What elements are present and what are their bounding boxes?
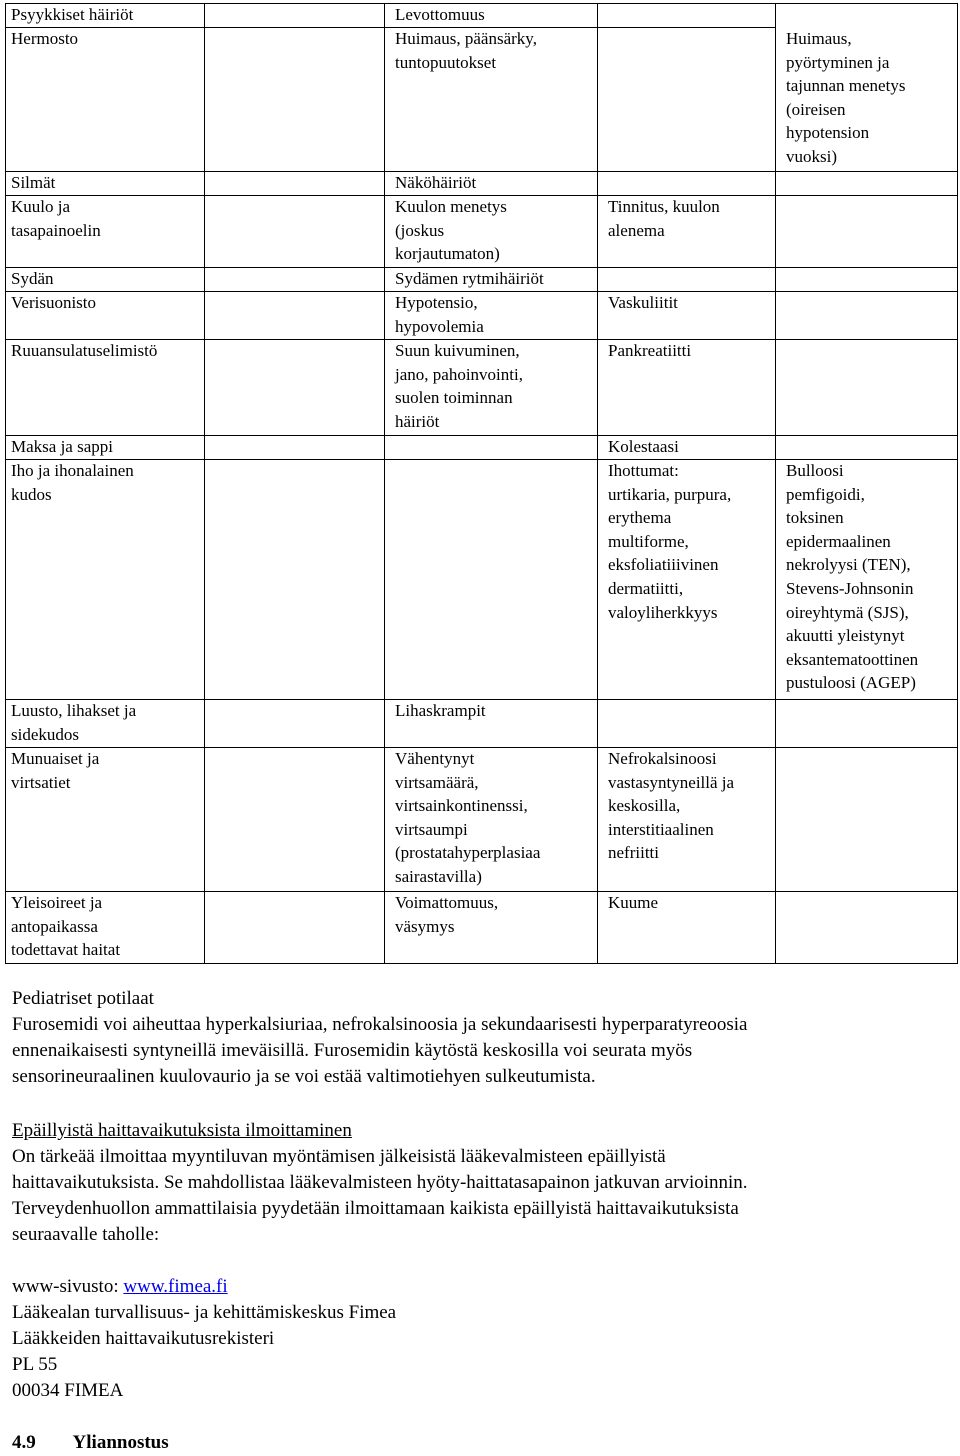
- website-label: www-sivusto:: [12, 1276, 119, 1297]
- organ-cell: Luusto, lihakset ja sidekudos: [11, 701, 137, 744]
- paragraph-line: Furosemidi voi aiheuttaa hyperkalsiuriaa, nefrokalsinoosia ja sekundaarisesti hyperparatyreoosia: [12, 1014, 748, 1035]
- address-line: 00034 FIMEA: [12, 1380, 124, 1401]
- effect-cell: Kuulon menetys (joskus korjautumaton): [395, 197, 507, 264]
- paragraph-line: On tärkeää ilmoittaa myyntiluvan myöntämisen jälkeisistä lääkevalmisteen epäillyistä: [12, 1146, 666, 1167]
- organ-cell: Psyykkiset häiriöt: [11, 5, 134, 24]
- organ-cell: Kuulo ja tasapainoelin: [11, 197, 101, 240]
- table-border: [5, 963, 958, 964]
- fimea-link[interactable]: www.fimea.fi: [123, 1276, 228, 1297]
- effect-cell: Sydämen rytmihäiriöt: [395, 269, 544, 288]
- effect-cell: Pankreatiitti: [608, 341, 692, 360]
- section-number: 4.9: [12, 1432, 36, 1453]
- section-4-9-heading: [12, 1430, 952, 1456]
- effect-cell: Näköhäiriöt: [395, 173, 477, 192]
- organ-cell: Yleisoireet ja antopaikassa todettavat haitat: [11, 893, 121, 960]
- effect-cell: Huimaus, päänsärky, tuntopuutokset: [395, 29, 537, 72]
- blank-line: [12, 1248, 952, 1274]
- website-line: [12, 1274, 952, 1300]
- effect-cell: Huimaus, pyörtyminen ja tajunnan menetys (oireisen hypotension vuoksi): [786, 29, 906, 166]
- paragraph-line: haittavaikutuksista. Se mahdollistaa lääkevalmisteen hyöty-haittatasapainon jatkuvan arvioinnin.: [12, 1172, 748, 1193]
- organ-cell: Ruuansulatuselimistö: [11, 341, 158, 360]
- organ-cell: Silmät: [11, 173, 56, 192]
- address-line: PL 55: [12, 1354, 58, 1375]
- reporting-section: [12, 1118, 952, 1404]
- effect-cell: Bulloosi pemfigoidi, toksinen epidermaalinen nekrolyysi (TEN), Stevens-Johnsonin oireyhtymä (SJS), akuutti yleistynyt eksantematoottinen pustuloosi (AGEP): [786, 461, 919, 693]
- effect-cell: Kolestaasi: [608, 437, 679, 456]
- paragraph-line: ennenaikaisesti syntyneillä imeväisillä. Furosemidin käytöstä keskosilla voi seurata myös: [12, 1040, 693, 1061]
- effect-cell: Vaskuliitit: [608, 293, 678, 312]
- effect-cell: Tinnitus, kuulon alenema: [608, 197, 720, 240]
- organ-cell: Iho ja ihonalainen kudos: [11, 461, 134, 504]
- section-heading: Epäillyistä haittavaikutuksista ilmoittaminen: [12, 1120, 352, 1141]
- effect-cell: Voimattomuus, väsymys: [395, 893, 499, 936]
- effect-cell: Ihottumat: urtikaria, purpura, erythema multiforme, eksfoliatiiivinen dermatiitti, valoyliherkkyys: [608, 461, 732, 622]
- paragraph-line: sensorineuraalinen kuulovaurio ja se voi estää valtimotiehyen sulkeutumista.: [12, 1066, 596, 1087]
- organ-cell: Verisuonisto: [11, 293, 96, 312]
- table-border: [775, 699, 958, 700]
- section-heading: Pediatriset potilaat: [12, 988, 154, 1009]
- organ-cell: Maksa ja sappi: [11, 437, 113, 456]
- pediatric-section: [12, 986, 952, 1090]
- organ-cell: Hermosto: [11, 29, 79, 48]
- adverse-effects-table: [5, 3, 958, 964]
- effect-cell: Hypotensio, hypovolemia: [395, 293, 484, 336]
- effect-cell: Lihaskrampit: [395, 701, 486, 720]
- paragraph-line: seuraavalle taholle:: [12, 1224, 160, 1245]
- effect-cell: Vähentynyt virtsamäärä, virtsainkontinenssi, virtsaumpi (prostatahyperplasiaa sairastavilla): [395, 749, 541, 886]
- effect-cell: Kuume: [608, 893, 659, 912]
- paragraph-line: Terveydenhuollon ammattilaisia pyydetään ilmoittamaan kaikista epäillyistä haittavaikutuksista: [12, 1198, 739, 1219]
- table-border: [204, 3, 205, 964]
- effect-cell: Levottomuus: [395, 5, 485, 24]
- address-line: Lääkkeiden haittavaikutusrekisteri: [12, 1328, 275, 1349]
- organ-cell: Sydän: [11, 269, 54, 288]
- section-title: Yliannostus: [72, 1432, 169, 1453]
- effect-cell: Nefrokalsinoosi vastasyntyneillä ja keskosilla, interstitiaalinen nefriitti: [608, 749, 735, 863]
- address-line: Lääkealan turvallisuus- ja kehittämiskeskus Fimea: [12, 1302, 397, 1323]
- effect-cell: Suun kuivuminen, jano, pahoinvointi, suolen toiminnan häiriöt: [395, 341, 523, 431]
- organ-cell: Munuaiset ja virtsatiet: [11, 749, 100, 792]
